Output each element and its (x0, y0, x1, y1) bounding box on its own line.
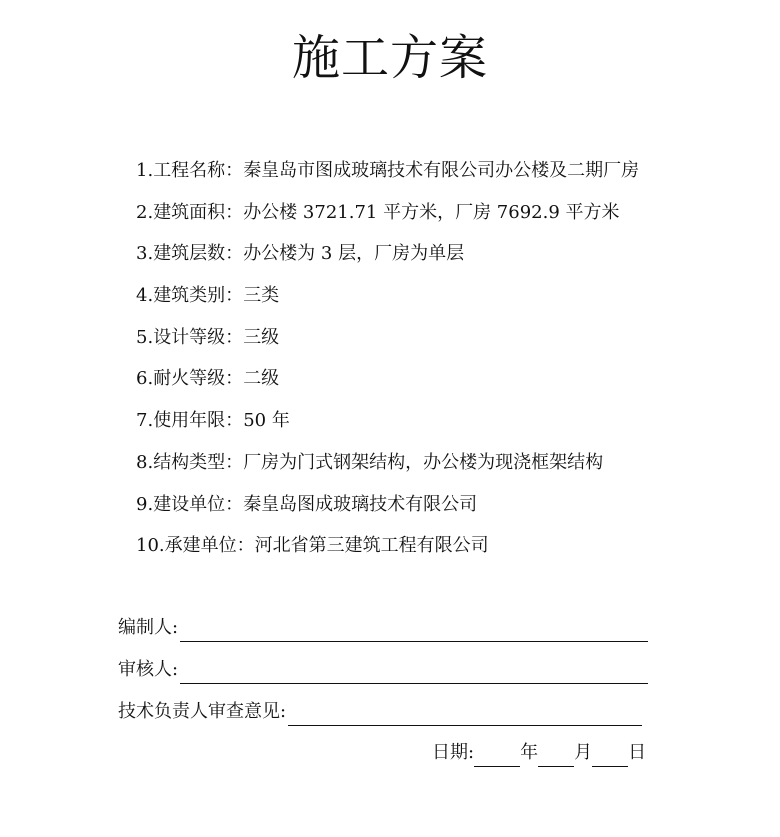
year-blank[interactable] (474, 744, 520, 767)
item-value: 二级 (243, 368, 280, 390)
item-label: 建筑面积： (153, 201, 244, 223)
date-row (432, 739, 646, 767)
item-number: 3. (136, 243, 154, 265)
item-value: 厂房为门式钢架结构，办公楼为现浇框架结构 (243, 451, 604, 473)
project-info-list (136, 150, 639, 567)
item-number: 5. (136, 326, 154, 348)
item-label: 建筑层数： (153, 243, 244, 265)
list-item-floors (136, 233, 639, 275)
item-value: 50 年 (243, 410, 290, 432)
month-label: 月 (574, 742, 593, 763)
item-number: 2. (136, 201, 154, 223)
list-item-building-area (136, 192, 639, 234)
item-number: 8. (136, 451, 154, 473)
item-value: 三类 (243, 285, 280, 307)
list-item-design-grade (136, 317, 639, 359)
compiler-signature-line[interactable] (180, 619, 648, 642)
item-label: 耐火等级： (153, 368, 244, 390)
tech-lead-opinion-row (118, 698, 642, 726)
list-item-fire-rating (136, 358, 639, 400)
item-value: 河北省第三建筑工程有限公司 (254, 535, 489, 557)
item-number: 9. (136, 493, 154, 515)
item-number: 4. (136, 285, 154, 307)
document-title: 施工方案 (291, 30, 488, 86)
item-value: 秦皇岛市图成玻璃技术有限公司办公楼及二期厂房 (243, 160, 640, 181)
item-number: 7. (136, 410, 154, 432)
day-label: 日 (628, 742, 647, 763)
list-item-contractor (136, 525, 639, 567)
item-label: 使用年限： (153, 410, 244, 432)
month-blank[interactable] (538, 744, 574, 767)
item-value: 三级 (243, 326, 280, 348)
item-number: 10. (136, 535, 165, 557)
reviewer-signature-line[interactable] (180, 661, 648, 684)
reviewer-label: 审核人: (118, 659, 179, 680)
reviewer-signature-row (118, 656, 648, 684)
item-label: 设计等级： (153, 326, 244, 348)
item-number: 1. (136, 160, 154, 181)
item-value: 办公楼 3721.71 平方米，厂房 7692.9 平方米 (243, 201, 620, 223)
list-item-structure-type (136, 442, 639, 484)
compiler-signature-row (118, 614, 648, 642)
day-blank[interactable] (592, 744, 628, 767)
list-item-owner (136, 484, 639, 526)
list-item-project-name (136, 150, 639, 192)
year-label: 年 (520, 742, 539, 763)
date-label: 日期: (432, 742, 475, 763)
item-number: 6. (136, 368, 154, 390)
tech-lead-opinion-line[interactable] (288, 703, 642, 726)
list-item-service-life (136, 400, 639, 442)
item-label: 结构类型： (153, 451, 244, 473)
list-item-building-category (136, 275, 639, 317)
item-value: 办公楼为 3 层，厂房为单层 (243, 243, 465, 265)
item-label: 建设单位： (153, 493, 244, 515)
item-label: 承建单位： (164, 535, 255, 557)
item-value: 秦皇岛图成玻璃技术有限公司 (243, 493, 478, 515)
tech-lead-label: 技术负责人审查意见: (118, 701, 287, 722)
compiler-label: 编制人: (118, 617, 179, 638)
item-label: 建筑类别： (153, 285, 244, 307)
item-label: 工程名称： (153, 160, 244, 181)
